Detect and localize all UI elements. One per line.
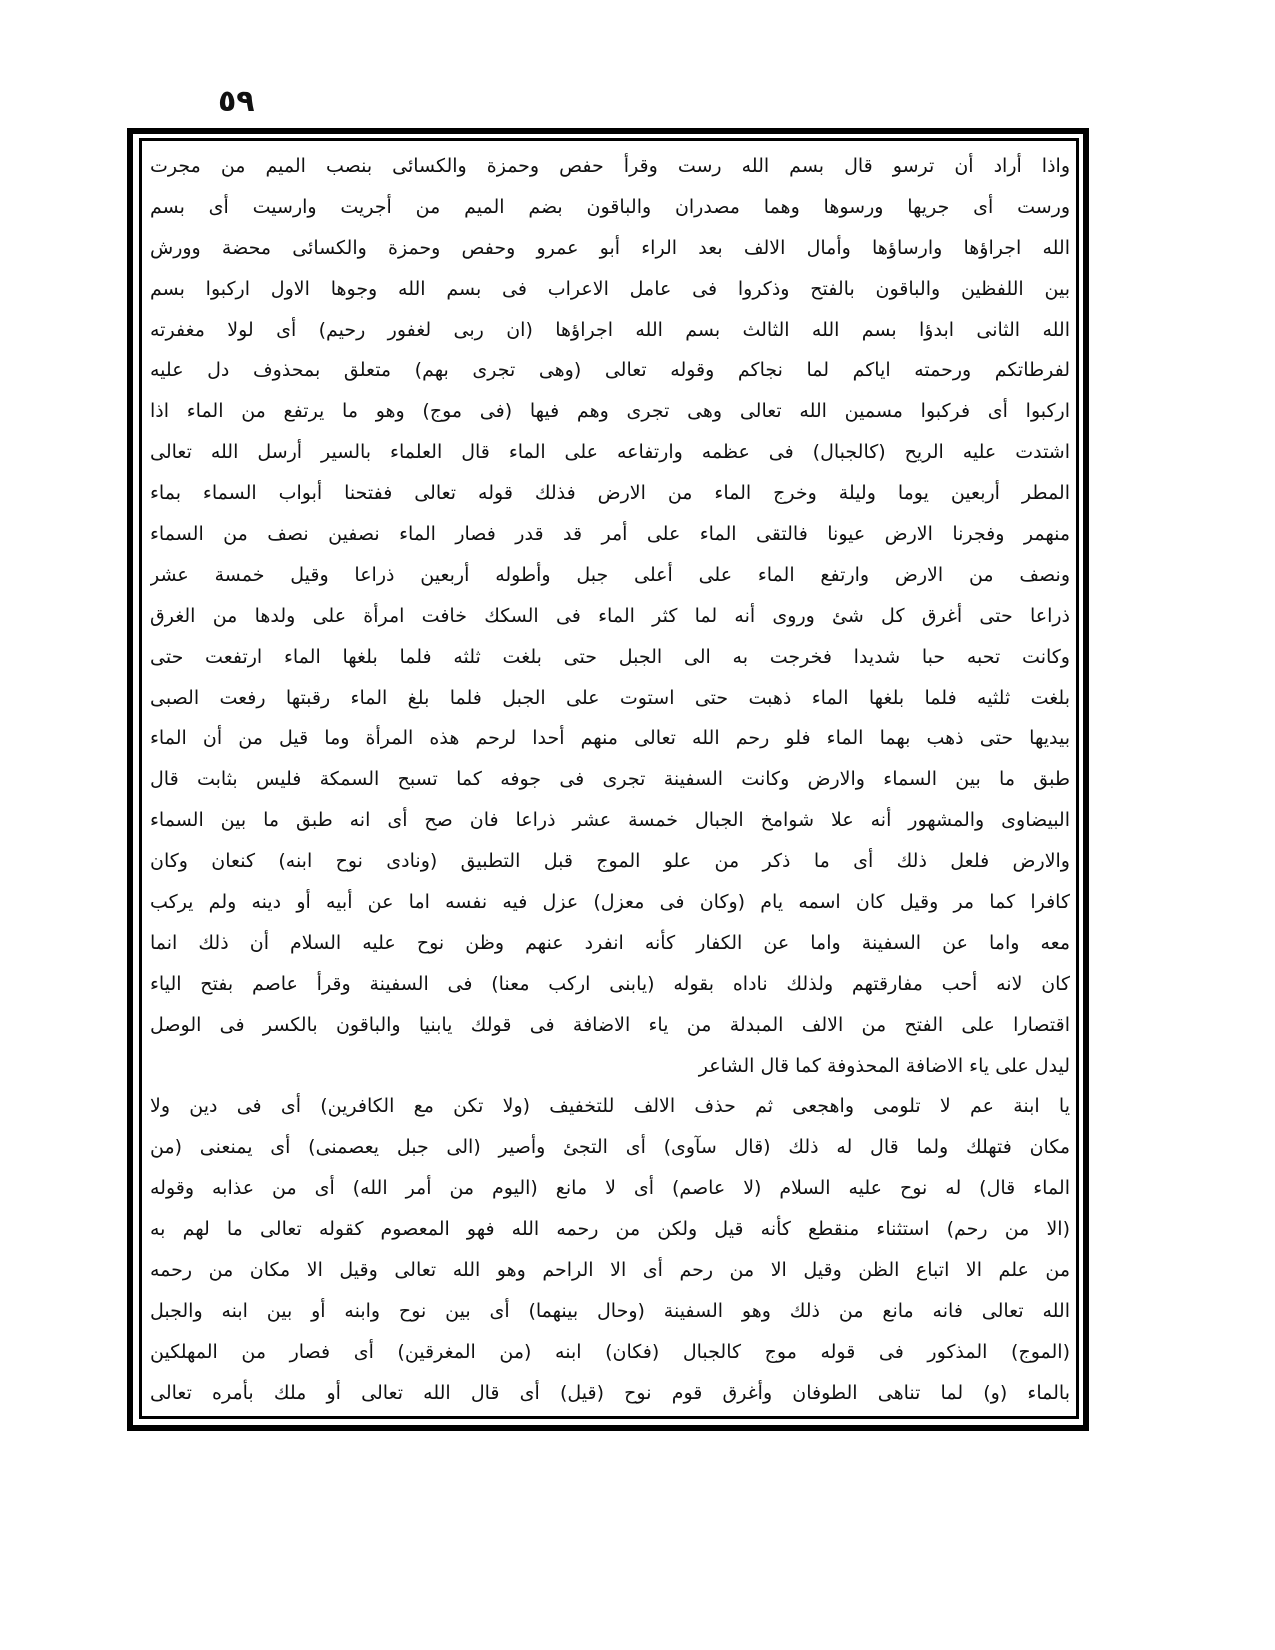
text-line: والارض فلعل ذلك أى ما ذكر من علو الموج قبل التطبيق (ونادى نوح ابنه) كنعان وكان (150, 850, 1070, 873)
page-number: ٥٩ (218, 84, 255, 119)
text-line: المطر أربعين يوما وليلة وخرج الماء من الارض فذلك قوله تعالى ففتحنا أبواب السماء بماء (150, 482, 1070, 505)
text-line: واذا أراد أن ترسو قال بسم الله رست وقرأ حفص وحمزة والكسائى بنصب الميم من مجرت (150, 155, 1070, 177)
text-line: طبق ما بين السماء والارض وكانت السفينة تجرى فى جوفه كما تسبح السمكة فليس بثابت قال (150, 768, 1070, 791)
text-line: بين اللفظين والباقون بالفتح وذكروا فى عامل الاعراب فى بسم الله وجوها الاول اركبوا بسم (150, 277, 1070, 300)
text-line: كافرا كما مر وقيل كان اسمه يام (وكان فى معزل) عزل فيه نفسه اما عن أبيه أو دينه ولم يركب (150, 891, 1070, 914)
text-line: معه واما عن السفينة واما عن الكفار كأنه انفرد عنهم وظن نوح عليه السلام أن ذلك انما (150, 931, 1070, 954)
text-line: لفرطاتكم ورحمته اياكم لما نجاكم وقوله تعالى (وهى تجرى بهم) متعلق بمحذوف دل عليه (150, 359, 1070, 382)
text-line: الماء قال) له نوح عليه السلام (لا عاصم) أى لا مانع (اليوم من أمر الله) أى من عذابه وقوله (150, 1177, 1070, 1200)
text-line: ذراعا حتى أغرق كل شئ وروى أنه لما كثر الماء فى السكك خافت امرأة على ولدها من الغرق (150, 604, 1070, 627)
text-line: كان لانه أحب مفارقتهم ولذلك ناداه بقوله (يابنى اركب معنا) فى السفينة وقرأ عاصم بفتح الياء (150, 972, 1070, 995)
text-line: منهمر وفجرنا الارض عيونا فالتقى الماء على أمر قد قدر فصار الماء نصفين نصف من السماء (150, 523, 1070, 546)
text-line: بالماء (و) لما تناهى الطوفان وأغرق قوم نوح (قيل) أى قال الله تعالى أو ملك بأمره تعالى (150, 1381, 1070, 1404)
text-line: بيديها حتى ذهب بهما الماء فلو رحم الله تعالى منهم أحدا لرحم هذه المرأة وما قيل من أن الماء (150, 727, 1070, 750)
text-line: بلغت ثلثيه فلما بلغها الماء ذهبت حتى استوت على الجبل فلما بلغ الماء رقبتها رفعت الصبى (150, 686, 1070, 709)
text-line: اقتصارا على الفتح من الالف المبدلة من ياء الاضافة فى قولك يابنيا والباقون بالكسر فى الوصل (150, 1013, 1070, 1036)
text-line: البيضاوى والمشهور أنه علا شوامخ الجبال خمسة عشر ذراعا فان صح أى انه طبق ما بين السماء (150, 809, 1070, 832)
text-line: وكانت تحبه حبا شديدا فخرجت به الى الجبل حتى بلغت ثلثه فلما بلغها الماء ارتفعت حتى (150, 645, 1070, 668)
manuscript-text-body (150, 146, 1070, 1414)
text-line: الله اجراؤها وارساؤها وأمال الالف بعد الراء أبو عمرو وحفص وحمزة والكسائى محضة وورش (150, 236, 1070, 259)
text-line: الله الثانى ابدؤا بسم الله الثالث بسم الله اجراؤها (ان ربى لغفور رحيم) أى لولا مغفرته (150, 318, 1070, 341)
text-line: يا ابنة عم لا تلومى واهجعى ثم حذف الالف للتخفيف (ولا تكن مع الكافرين) أى فى دين ولا (150, 1095, 1070, 1118)
text-line: ورست أى جريها ورسوها وهما مصدران والباقون بضم الميم من أجريت وارسيت أى بسم (150, 195, 1070, 218)
text-line: مكان فتهلك ولما قال له ذلك (قال سآوى) أى التجئ وأصير (الى جبل يعصمنى) أى يمنعنى (من (150, 1136, 1070, 1159)
text-line: (الموج) المذكور فى قوله موج كالجبال (فكان) ابنه (من المغرقين) أى فصار من المهلكين (150, 1340, 1070, 1363)
text-line: ونصف من الارض وارتفع الماء على أعلى جبل وأطوله أربعين ذراعا وقيل خمسة عشر (150, 563, 1070, 586)
text-line: الله تعالى فانه مانع من ذلك وهو السفينة (وحال بينهما) أى بين نوح وابنه أو بين ابنه والجبل (150, 1299, 1070, 1322)
text-line: اشتدت عليه الريح (كالجبال) فى عظمه وارتفاعه على الماء قال العلماء بالسير أرسل الله تعالى (150, 441, 1070, 464)
text-line: ليدل على ياء الاضافة المحذوفة كما قال الشاعر (698, 1054, 1070, 1077)
text-line: (الا من رحم) استثناء منقطع كأنه قيل ولكن من رحمه الله فهو المعصوم كقوله تعالى ما لهم به (150, 1218, 1070, 1241)
text-line: اركبوا أى فركبوا مسمين الله تعالى وهى تجرى وهم فيها (فى موج) وهو ما يرتفع من الماء اذا (150, 400, 1070, 423)
text-line: من علم الا اتباع الظن وقيل الا من رحم أى الا الراحم وهو الله تعالى وقيل الا مكان من رحمه (150, 1259, 1070, 1282)
